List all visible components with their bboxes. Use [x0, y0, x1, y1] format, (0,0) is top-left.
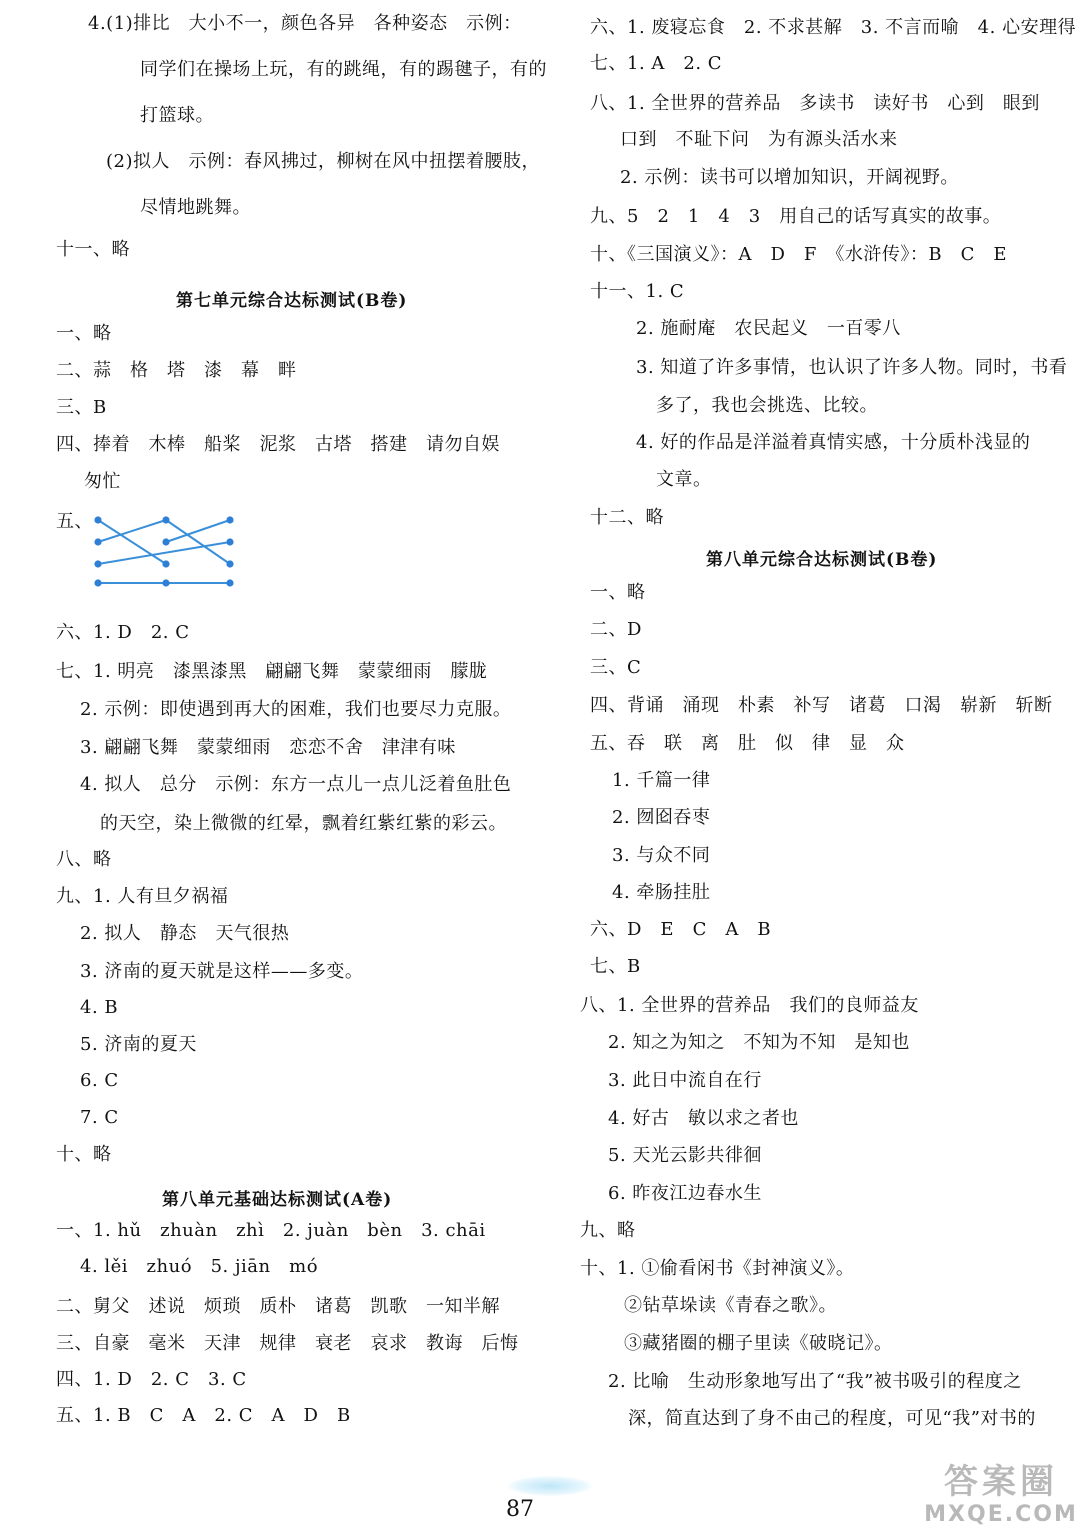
match-line [166, 520, 230, 542]
answer-line: 十、1. ①偷看闲书《封神演义》。 [580, 1258, 855, 1279]
matching-diagram [92, 512, 242, 592]
answer-line: 八、1. 全世界的营养品 我们的良师益友 [580, 995, 919, 1016]
answer-line: 4. 好古 敏以求之者也 [608, 1108, 799, 1129]
answer-line: 六、1. D 2. C [56, 622, 190, 643]
answer-line: 3. 与众不同 [612, 845, 711, 866]
answer-line: 九、5 2 1 4 3 用自己的话写真实的故事。 [590, 206, 1002, 227]
match-dot [94, 560, 101, 567]
match-dot [94, 516, 101, 523]
answer-line: 十、略 [56, 1144, 112, 1165]
answer-line: 七、1. 明亮 漆黑漆黑 翩翩飞舞 蒙蒙细雨 朦胧 [56, 661, 488, 682]
answer-line: 五、吞 联 离 肚 似 律 显 众 [590, 733, 905, 754]
page-number: 87 [506, 1497, 534, 1522]
answer-line: 多了，我也会挑选、比较。 [656, 395, 878, 416]
answer-line: 2. 比喻 生动形象地写出了“我”被书吸引的程度之 [608, 1371, 1022, 1392]
answer-line: 四、1. D 2. C 3. C [56, 1369, 247, 1390]
answer-line: 4. B [80, 997, 119, 1018]
answer-line: 1. 千篇一律 [612, 770, 711, 791]
match-dot [226, 516, 233, 523]
answer-line: 二、D [590, 619, 642, 640]
watermark-logo [916, 1462, 1086, 1532]
answer-line: 一、略 [56, 323, 112, 344]
answer-line: 十一、略 [56, 239, 130, 260]
answer-line: ③藏猪圈的棚子里读《破晓记》。 [624, 1333, 893, 1354]
section-title: 第八单元基础达标测试(A卷) [162, 1190, 393, 1210]
answer-line: 2. 示例：即使遇到再大的困难，我们也要尽力克服。 [80, 699, 512, 720]
answer-line: 四、捧着 木棒 船桨 泥浆 古塔 搭建 请勿自娱 [56, 434, 500, 455]
answer-line: 五、1. B C A 2. C A D B [56, 1405, 351, 1426]
answer-line: 口到 不耻下问 为有源头活水来 [620, 129, 898, 150]
answer-line: 十、《三国演义》：A D F 《水浒传》：B C E [590, 244, 1008, 265]
match-dot [226, 538, 233, 545]
answer-line: 五、 [56, 511, 93, 532]
match-line [98, 520, 166, 542]
match-dot [226, 579, 233, 586]
answer-line: 5. 天光云影共徘徊 [608, 1145, 762, 1166]
match-line [166, 520, 230, 564]
match-dot [94, 579, 101, 586]
answer-line: 3. 翩翩飞舞 蒙蒙细雨 恋恋不舍 津津有味 [80, 737, 456, 758]
answer-line: 匆忙 [84, 471, 121, 492]
match-dot [162, 560, 169, 567]
answer-line: 的天空，染上微微的红晕，飘着红紫红紫的彩云。 [100, 813, 507, 834]
answer-line: 2. 囫囵吞枣 [612, 807, 711, 828]
watermark-url: MXQE.COM [924, 1502, 1078, 1527]
answer-line: 六、1. 废寝忘食 2. 不求甚解 3. 不言而喻 4. 心安理得 [590, 17, 1077, 38]
answer-line: 3. 此日中流自在行 [608, 1070, 762, 1091]
section-title: 第七单元综合达标测试(B卷) [176, 291, 408, 311]
match-dot [162, 579, 169, 586]
match-dot [162, 516, 169, 523]
answer-line: 八、1. 全世界的营养品 多读书 读好书 心到 眼到 [590, 93, 1040, 114]
answer-line: 3. 济南的夏天就是这样——多变。 [80, 961, 364, 982]
watermark-text: 答案圈 [944, 1462, 1058, 1502]
answer-line: 九、略 [580, 1220, 636, 1241]
answer-line: 4. 好的作品是洋溢着真情实感，十分质朴浅显的 [636, 432, 1031, 453]
answer-line: 6. C [80, 1070, 119, 1091]
answer-line: 2. 示例：读书可以增加知识，开阔视野。 [620, 167, 959, 188]
answer-line: 2. 知之为知之 不知为不知 是知也 [608, 1032, 910, 1053]
answer-line: (2)拟人 示例：春风拂过，柳树在风中扭摆着腰肢， [106, 151, 540, 172]
answer-line: 三、C [590, 657, 642, 678]
answer-line: 尽情地跳舞。 [140, 197, 251, 218]
answer-line: 三、自豪 毫米 天津 规律 衰老 哀求 教诲 后悔 [56, 1333, 519, 1354]
match-dot [226, 560, 233, 567]
answer-line: 4. 牵肠挂肚 [612, 882, 711, 903]
answer-line: 7. C [80, 1107, 119, 1128]
match-dot [162, 538, 169, 545]
answer-line: 文章。 [656, 469, 712, 490]
answer-line: 一、略 [590, 582, 646, 603]
answer-line: ②钻草垛读《青春之歌》。 [624, 1295, 837, 1316]
answer-line: 4. 拟人 总分 示例：东方一点儿一点儿泛着鱼肚色 [80, 774, 512, 795]
answer-line: 七、1. A 2. C [590, 53, 723, 74]
answer-line: 十二、略 [590, 507, 664, 528]
answer-line: 深，简直达到了身不由己的程度，可见“我”对书的 [628, 1408, 1036, 1429]
answer-line: 打篮球。 [140, 105, 214, 126]
answer-line: 5. 济南的夏天 [80, 1034, 197, 1055]
answer-line: 4.(1)排比 大小不一，颜色各异 各种姿态 示例： [88, 13, 522, 34]
page-ornament [508, 1476, 592, 1496]
answer-line: 3. 知道了许多事情，也认识了许多人物。同时，书看 [636, 357, 1068, 378]
answer-line: 同学们在操场上玩，有的跳绳，有的踢毽子，有的 [140, 59, 547, 80]
match-line [98, 542, 230, 564]
match-dot [94, 538, 101, 545]
answer-line: 九、1. 人有旦夕祸福 [56, 886, 229, 907]
answer-line: 6. 昨夜江边春水生 [608, 1183, 762, 1204]
answer-line: 三、B [56, 397, 107, 418]
answer-line: 二、舅父 述说 烦琐 质朴 诸葛 凯歌 一知半解 [56, 1296, 500, 1317]
answer-line: 4. lěi zhuó 5. jiān mó [80, 1256, 319, 1277]
answer-line: 2. 拟人 静态 天气很热 [80, 923, 290, 944]
answer-line: 二、蒜 格 塔 漆 幕 畔 [56, 360, 297, 381]
answer-line: 2. 施耐庵 农民起义 一百零八 [636, 318, 901, 339]
answer-line: 六、D E C A B [590, 919, 772, 940]
section-title: 第八单元综合达标测试(B卷) [706, 550, 938, 570]
answer-line: 八、略 [56, 849, 112, 870]
answer-line: 十一、1. C [590, 281, 685, 302]
answer-line: 七、B [590, 956, 641, 977]
answer-line: 一、1. hǔ zhuàn zhì 2. juàn bèn 3. chāi [56, 1220, 486, 1241]
answer-line: 四、背诵 涌现 朴素 补写 诸葛 口渴 崭新 斩断 [590, 695, 1053, 716]
